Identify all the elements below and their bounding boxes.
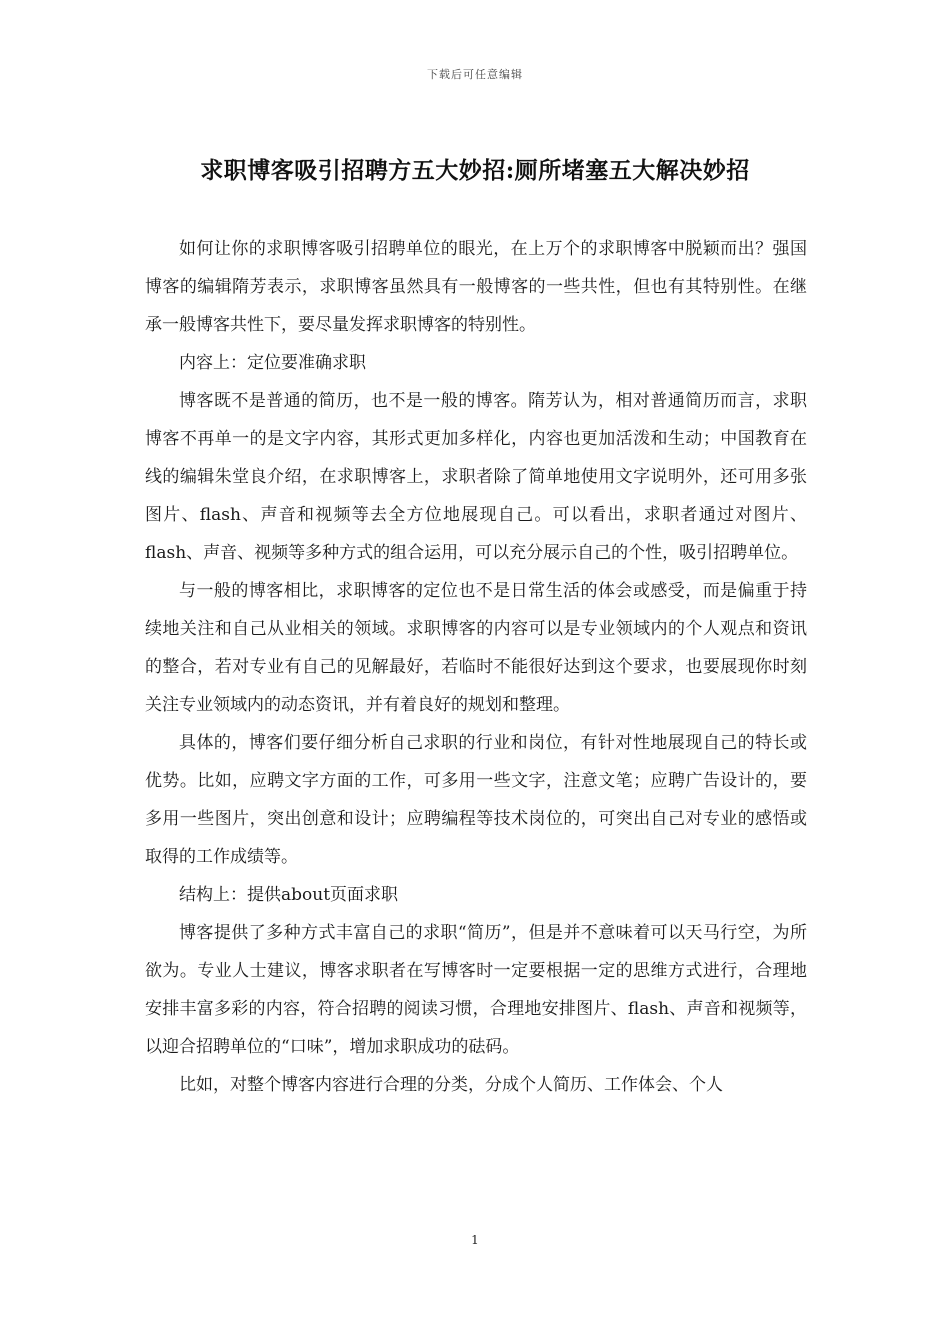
document-title: 求职博客吸引招聘方五大妙招:厕所堵塞五大解决妙招 <box>200 157 750 184</box>
paragraph: 博客提供了多种方式丰富自己的求职“简历”，但是并不意味着可以天马行空，为所欲为。专业人士建议，博客求职者在写博客时一定要根据一定的思维方式进行，合理地安排丰富多彩的内容，符合招聘的阅读习惯，合理地安排图片、flash、声音和视频等，以迎合招聘单位的“口味”，增加求职成功的砝码。 <box>145 923 807 1057</box>
paragraph: 比如，对整个博客内容进行合理的分类，分成个人简历、工作体会、个人 <box>179 1075 723 1095</box>
paragraph-intro: 如何让你的求职博客吸引招聘单位的眼光，在上万个的求职博客中脱颖而出？强国博客的编辑隋芳表示，求职博客虽然具有一般博客的一些共性，但也有其特别性。在继承一般博客共性下，要尽量发挥求职博客的特别性。 <box>145 239 807 335</box>
section-heading-structure: 结构上：提供about页面求职 <box>179 885 399 905</box>
page-number: 1 <box>471 1233 479 1247</box>
paragraph: 博客既不是普通的简历，也不是一般的博客。隋芳认为，相对普通简历而言，求职博客不再单一的是文字内容，其形式更加多样化，内容也更加活泼和生动；中国教育在线的编辑朱堂良介绍，在求职博客上，求职者除了简单地使用文字说明外，还可用多张图片、flash、声音和视频等去全方位地展现自己。可以看出，求职者通过对图片、flash、声音、视频等多种方式的组合运用，可以充分展示自己的个性，吸引招聘单位。 <box>145 391 807 563</box>
paragraph: 与一般的博客相比，求职博客的定位也不是日常生活的体会或感受，而是偏重于持续地关注和自己从业相关的领域。求职博客的内容可以是专业领域内的个人观点和资讯的整合，若对专业有自己的见解最好，若临时不能很好达到这个要求，也要展现你时刻关注专业领域内的动态资讯，并有着良好的规划和整理。 <box>145 581 807 715</box>
header-note: 下载后可任意编辑 <box>427 68 523 81</box>
document-body <box>145 230 807 1104</box>
paragraph: 具体的，博客们要仔细分析自己求职的行业和岗位，有针对性地展现自己的特长或优势。比如，应聘文字方面的工作，可多用一些文字，注意文笔；应聘广告设计的，要多用一些图片，突出创意和设计；应聘编程等技术岗位的，可突出自己对专业的感悟或取得的工作成绩等。 <box>145 733 807 867</box>
section-heading-content: 内容上：定位要准确求职 <box>179 353 366 373</box>
